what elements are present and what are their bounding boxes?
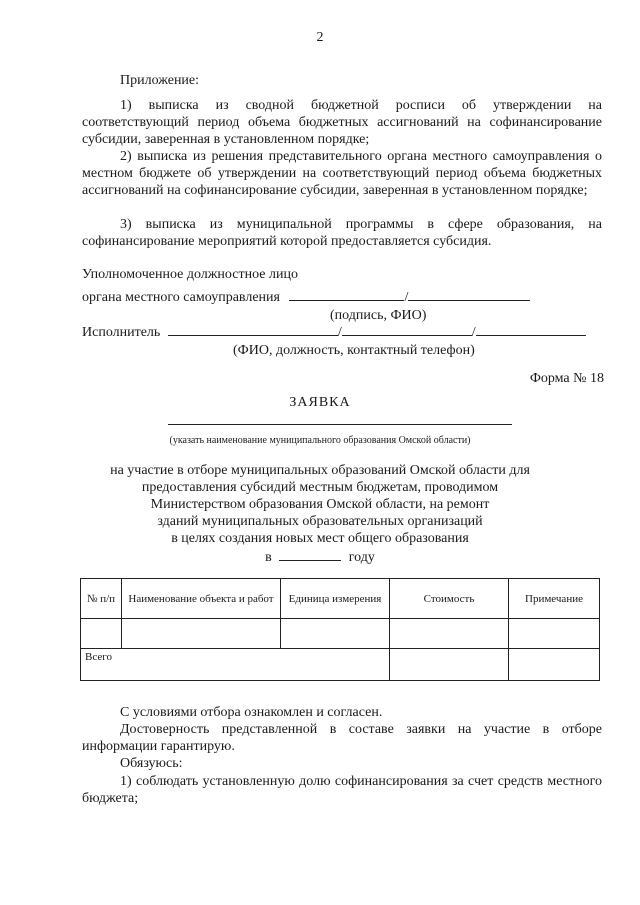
official-line-2: [82, 287, 530, 306]
col-number-header: № п/п: [81, 579, 122, 619]
attachment-item-2: 2) выписка из решения представительного органа местного самоуправления о местном бюджете об утверждении на соответствующий период объема бюджетных ассигнований на софинансирование субсидии, заверенная в установленном порядке;: [82, 149, 602, 198]
col-name-header: Наименование объекта и работ: [122, 579, 281, 619]
year-prefix: в: [265, 550, 272, 565]
executor-phone-blank[interactable]: [476, 322, 586, 336]
year-line: [0, 547, 640, 566]
executor-hint: (ФИО, должность, контактный телефон): [233, 343, 475, 358]
official-line-1: Уполномоченное должностное лицо: [82, 267, 298, 282]
municipality-hint: (указать наименование муниципального образования Омской области): [169, 435, 471, 446]
name-blank[interactable]: [408, 287, 530, 301]
table-cell[interactable]: [509, 619, 600, 649]
executor-name-blank[interactable]: [168, 322, 338, 336]
executor-label: Исполнитель: [82, 325, 161, 340]
total-cost-cell[interactable]: [390, 649, 509, 681]
col-cost-header: Стоимость: [390, 579, 509, 619]
attachment-item-1: 1) выписка из сводной бюджетной росписи об утверждении на соответствующий период объема бюджетных ассигнований на софинансирование субсидии, заверенная в установленном порядке;: [82, 98, 602, 147]
table-row: [81, 619, 600, 649]
table-total-row: [81, 649, 600, 681]
closing-line-4: 1) соблюдать установленную долю софинансирования за счет средств местного бюджета;: [82, 774, 602, 806]
page-number: 2: [316, 30, 324, 45]
year-blank[interactable]: [279, 547, 341, 561]
official-line-2-text: органа местного самоуправления: [82, 290, 280, 305]
attachment-item-3: 3) выписка из муниципальной программы в сфере образования, на софинансирование мероприятий которой предоставляется субсидия.: [82, 217, 602, 249]
purpose-line-3: Министерством образования Омской области, на ремонт: [150, 497, 490, 512]
closing-line-1: С условиями отбора ознакомлен и согласен.: [120, 705, 383, 720]
municipality-blank[interactable]: [168, 424, 512, 425]
closing-line-2: Достоверность представленной в составе заявки на участие в отборе информации гарантирую.: [82, 722, 602, 754]
attachment-heading: Приложение:: [120, 73, 200, 88]
purpose-line-4: зданий муниципальных образовательных организаций: [157, 514, 483, 529]
table-cell[interactable]: [122, 619, 281, 649]
table-header-row: [81, 579, 600, 619]
slash-separator: /: [471, 325, 476, 340]
table-cell[interactable]: [81, 619, 122, 649]
executor-position-blank[interactable]: [342, 322, 472, 336]
col-unit-header: Единица измерения: [281, 579, 390, 619]
col-note-header: Примечание: [509, 579, 600, 619]
application-title: ЗАЯВКА: [289, 395, 351, 410]
total-label: Всего: [81, 649, 390, 681]
form-number: Форма № 18: [529, 371, 604, 386]
slash-separator: /: [404, 290, 409, 305]
official-hint: (подпись, ФИО): [330, 308, 427, 323]
signature-blank[interactable]: [289, 287, 404, 301]
year-suffix: году: [348, 550, 375, 565]
purpose-line-5: в целях создания новых мест общего образования: [171, 531, 469, 546]
executor-line: [82, 322, 586, 341]
total-note-cell[interactable]: [509, 649, 600, 681]
table-cell[interactable]: [281, 619, 390, 649]
purpose-line-1: на участие в отборе муниципальных образований Омской области для: [110, 463, 530, 478]
slash-separator: /: [337, 325, 342, 340]
purpose-line-2: предоставления субсидий местным бюджетам, проводимом: [141, 480, 499, 495]
closing-line-3: Обязуюсь:: [120, 756, 183, 771]
table-cell[interactable]: [390, 619, 509, 649]
application-table: [80, 578, 600, 681]
